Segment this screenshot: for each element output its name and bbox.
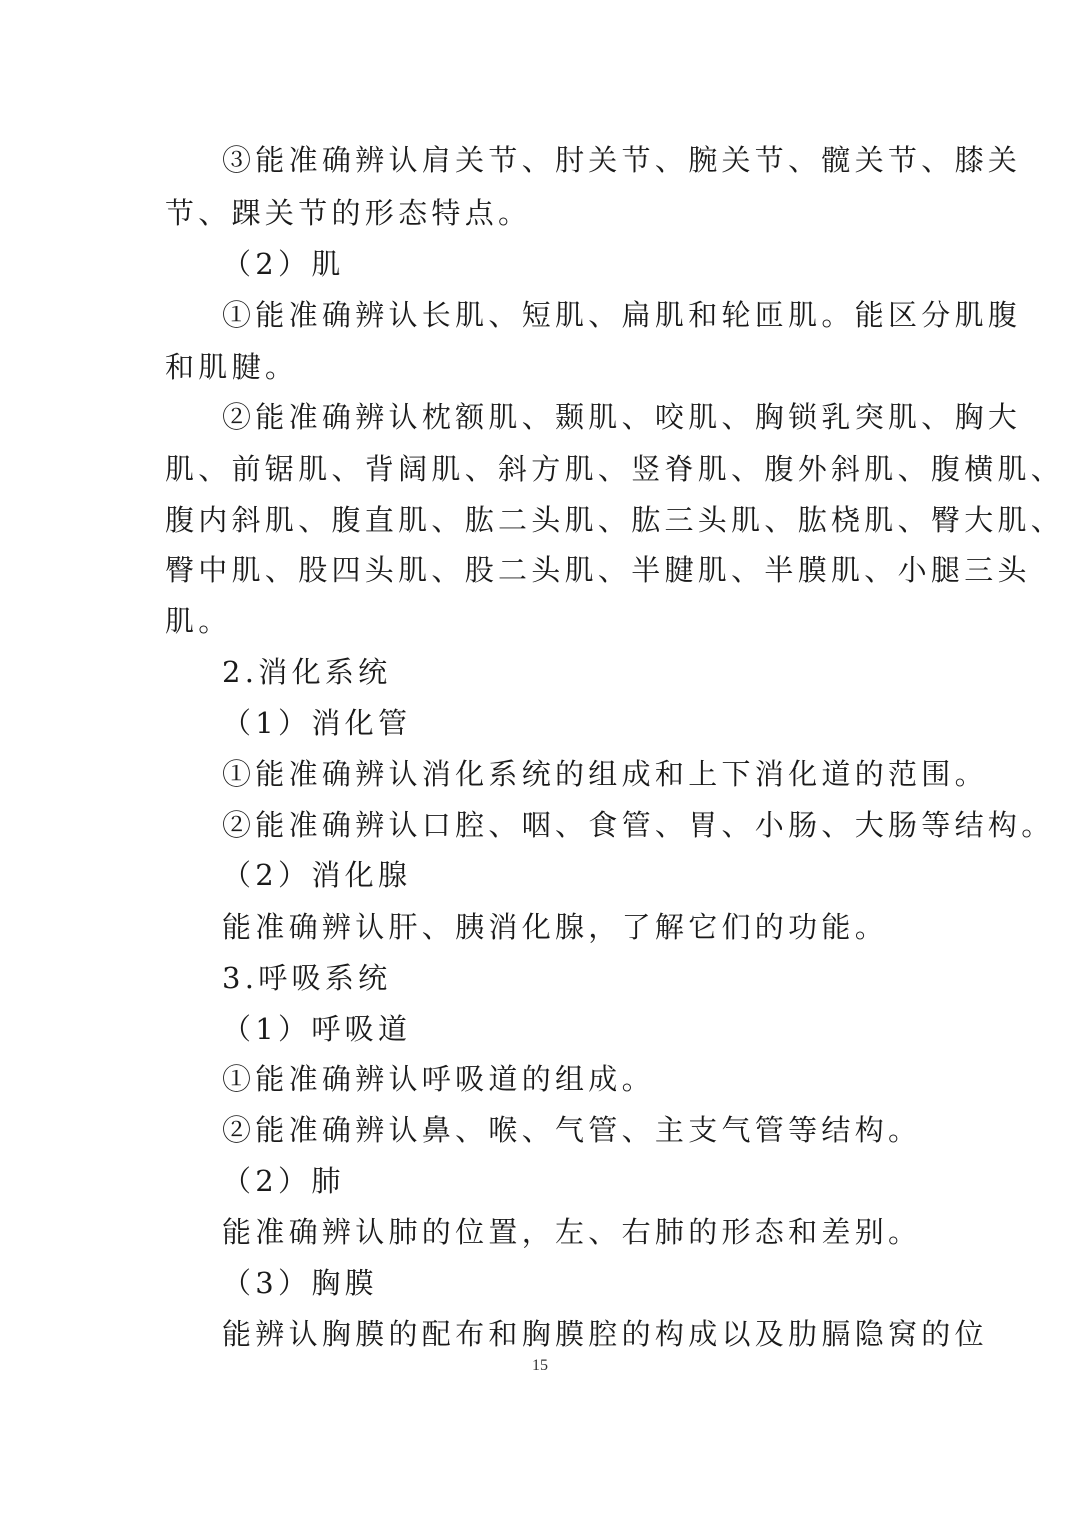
text-line: ②能准确辨认鼻、喉、气管、主支气管等结构。 xyxy=(222,1113,922,1147)
subsection-heading: （1）消化管 xyxy=(222,706,412,740)
text-line: 肌。 xyxy=(165,604,232,638)
text-line: 和肌腱。 xyxy=(165,350,299,384)
subsection-heading: （2）消化腺 xyxy=(222,858,412,892)
text-line: 能准确辨认肺的位置，左、右肺的形态和差别。 xyxy=(222,1215,922,1249)
text-line: 节、踝关节的形态特点。 xyxy=(165,196,532,230)
text-line: （2）肌 xyxy=(222,247,345,281)
section-heading: 2.消化系统 xyxy=(222,655,392,689)
text-line: ②能准确辨认口腔、咽、食管、胃、小肠、大肠等结构。 xyxy=(222,808,1055,842)
text-line: ②能准确辨认枕额肌、颞肌、咬肌、胸锁乳突肌、胸大 xyxy=(222,400,1022,434)
section-heading: 3.呼吸系统 xyxy=(222,961,392,995)
text-line: ①能准确辨认呼吸道的组成。 xyxy=(222,1062,655,1096)
text-line: 能辨认胸膜的配布和胸膜腔的构成以及肋膈隐窝的位 xyxy=(222,1317,988,1351)
subsection-heading: （2）肺 xyxy=(222,1164,345,1198)
subsection-heading: （1）呼吸道 xyxy=(222,1012,412,1046)
text-line: ①能准确辨认消化系统的组成和上下消化道的范围。 xyxy=(222,757,988,791)
text-line: 能准确辨认肝、胰消化腺，了解它们的功能。 xyxy=(222,910,889,944)
page-number: 15 xyxy=(532,1357,548,1374)
text-line: ③能准确辨认肩关节、肘关节、腕关节、髋关节、膝关 xyxy=(222,143,1022,177)
text-line: 腹内斜肌、腹直肌、肱二头肌、肱三头肌、肱桡肌、臀大肌、 xyxy=(165,503,1065,537)
text-line: 肌、前锯肌、背阔肌、斜方肌、竖脊肌、腹外斜肌、腹横肌、 xyxy=(165,452,1065,486)
text-line: 臀中肌、股四头肌、股二头肌、半腱肌、半膜肌、小腿三头 xyxy=(165,553,1031,587)
subsection-heading: （3）胸膜 xyxy=(222,1266,378,1300)
text-line: ①能准确辨认长肌、短肌、扁肌和轮匝肌。能区分肌腹 xyxy=(222,298,1022,332)
